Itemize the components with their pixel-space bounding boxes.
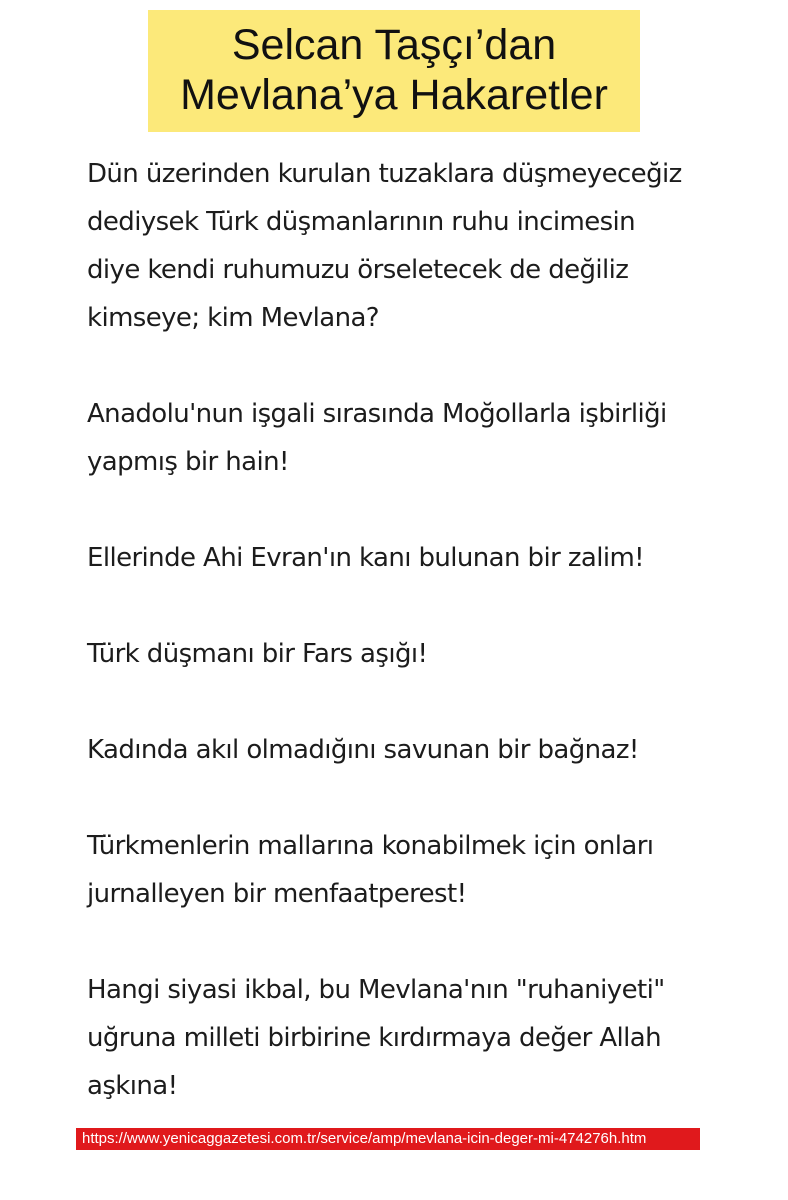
paragraph-1 bbox=[87, 150, 777, 342]
paragraph-line: Kadında akıl olmadığını savunan bir bağnaz! bbox=[87, 735, 639, 765]
paragraph-line: kimseye; kim Mevlana? bbox=[87, 303, 380, 333]
paragraph-2 bbox=[87, 390, 777, 486]
paragraph-7 bbox=[87, 966, 777, 1110]
paragraph-line: dediysek Türk düşmanlarının ruhu incimesin bbox=[87, 207, 636, 237]
paragraph-4 bbox=[87, 630, 777, 678]
paragraph-line: Anadolu'nun işgali sırasında Moğollarla işbirliği bbox=[87, 399, 667, 429]
paragraph-line: Ellerinde Ahi Evran'ın kanı bulunan bir zalim! bbox=[87, 543, 645, 573]
paragraph-line: jurnalleyen bir menfaatperest! bbox=[87, 879, 467, 909]
paragraph-line: yapmış bir hain! bbox=[87, 447, 289, 477]
paragraph-line: Dün üzerinden kurulan tuzaklara düşmeyeceğiz bbox=[87, 159, 682, 189]
headline-box bbox=[148, 10, 640, 132]
paragraph-line: Hangi siyasi ikbal, bu Mevlana'nın "ruhaniyeti" bbox=[87, 975, 665, 1005]
paragraph-line: aşkına! bbox=[87, 1071, 178, 1101]
paragraph-line: Türk düşmanı bir Fars aşığı! bbox=[87, 639, 428, 669]
paragraph-5 bbox=[87, 726, 777, 774]
source-url-link[interactable]: https://www.yenicaggazetesi.com.tr/service/amp/mevlana-icin-deger-mi-474276h.htm bbox=[76, 1128, 700, 1150]
paragraph-line: diye kendi ruhumuzu örseletecek de değiliz bbox=[87, 255, 629, 285]
headline-line-1: Selcan Taşçı’dan bbox=[231, 21, 557, 69]
paragraph-3 bbox=[87, 534, 777, 582]
paragraph-6 bbox=[87, 822, 777, 918]
paragraph-line: Türkmenlerin mallarına konabilmek için onları bbox=[87, 831, 654, 861]
paragraph-line: uğruna milleti birbirine kırdırmaya değer Allah bbox=[87, 1023, 662, 1053]
headline-line-2: Mevlana’ya Hakaretler bbox=[180, 71, 608, 119]
article-body bbox=[87, 150, 777, 1158]
